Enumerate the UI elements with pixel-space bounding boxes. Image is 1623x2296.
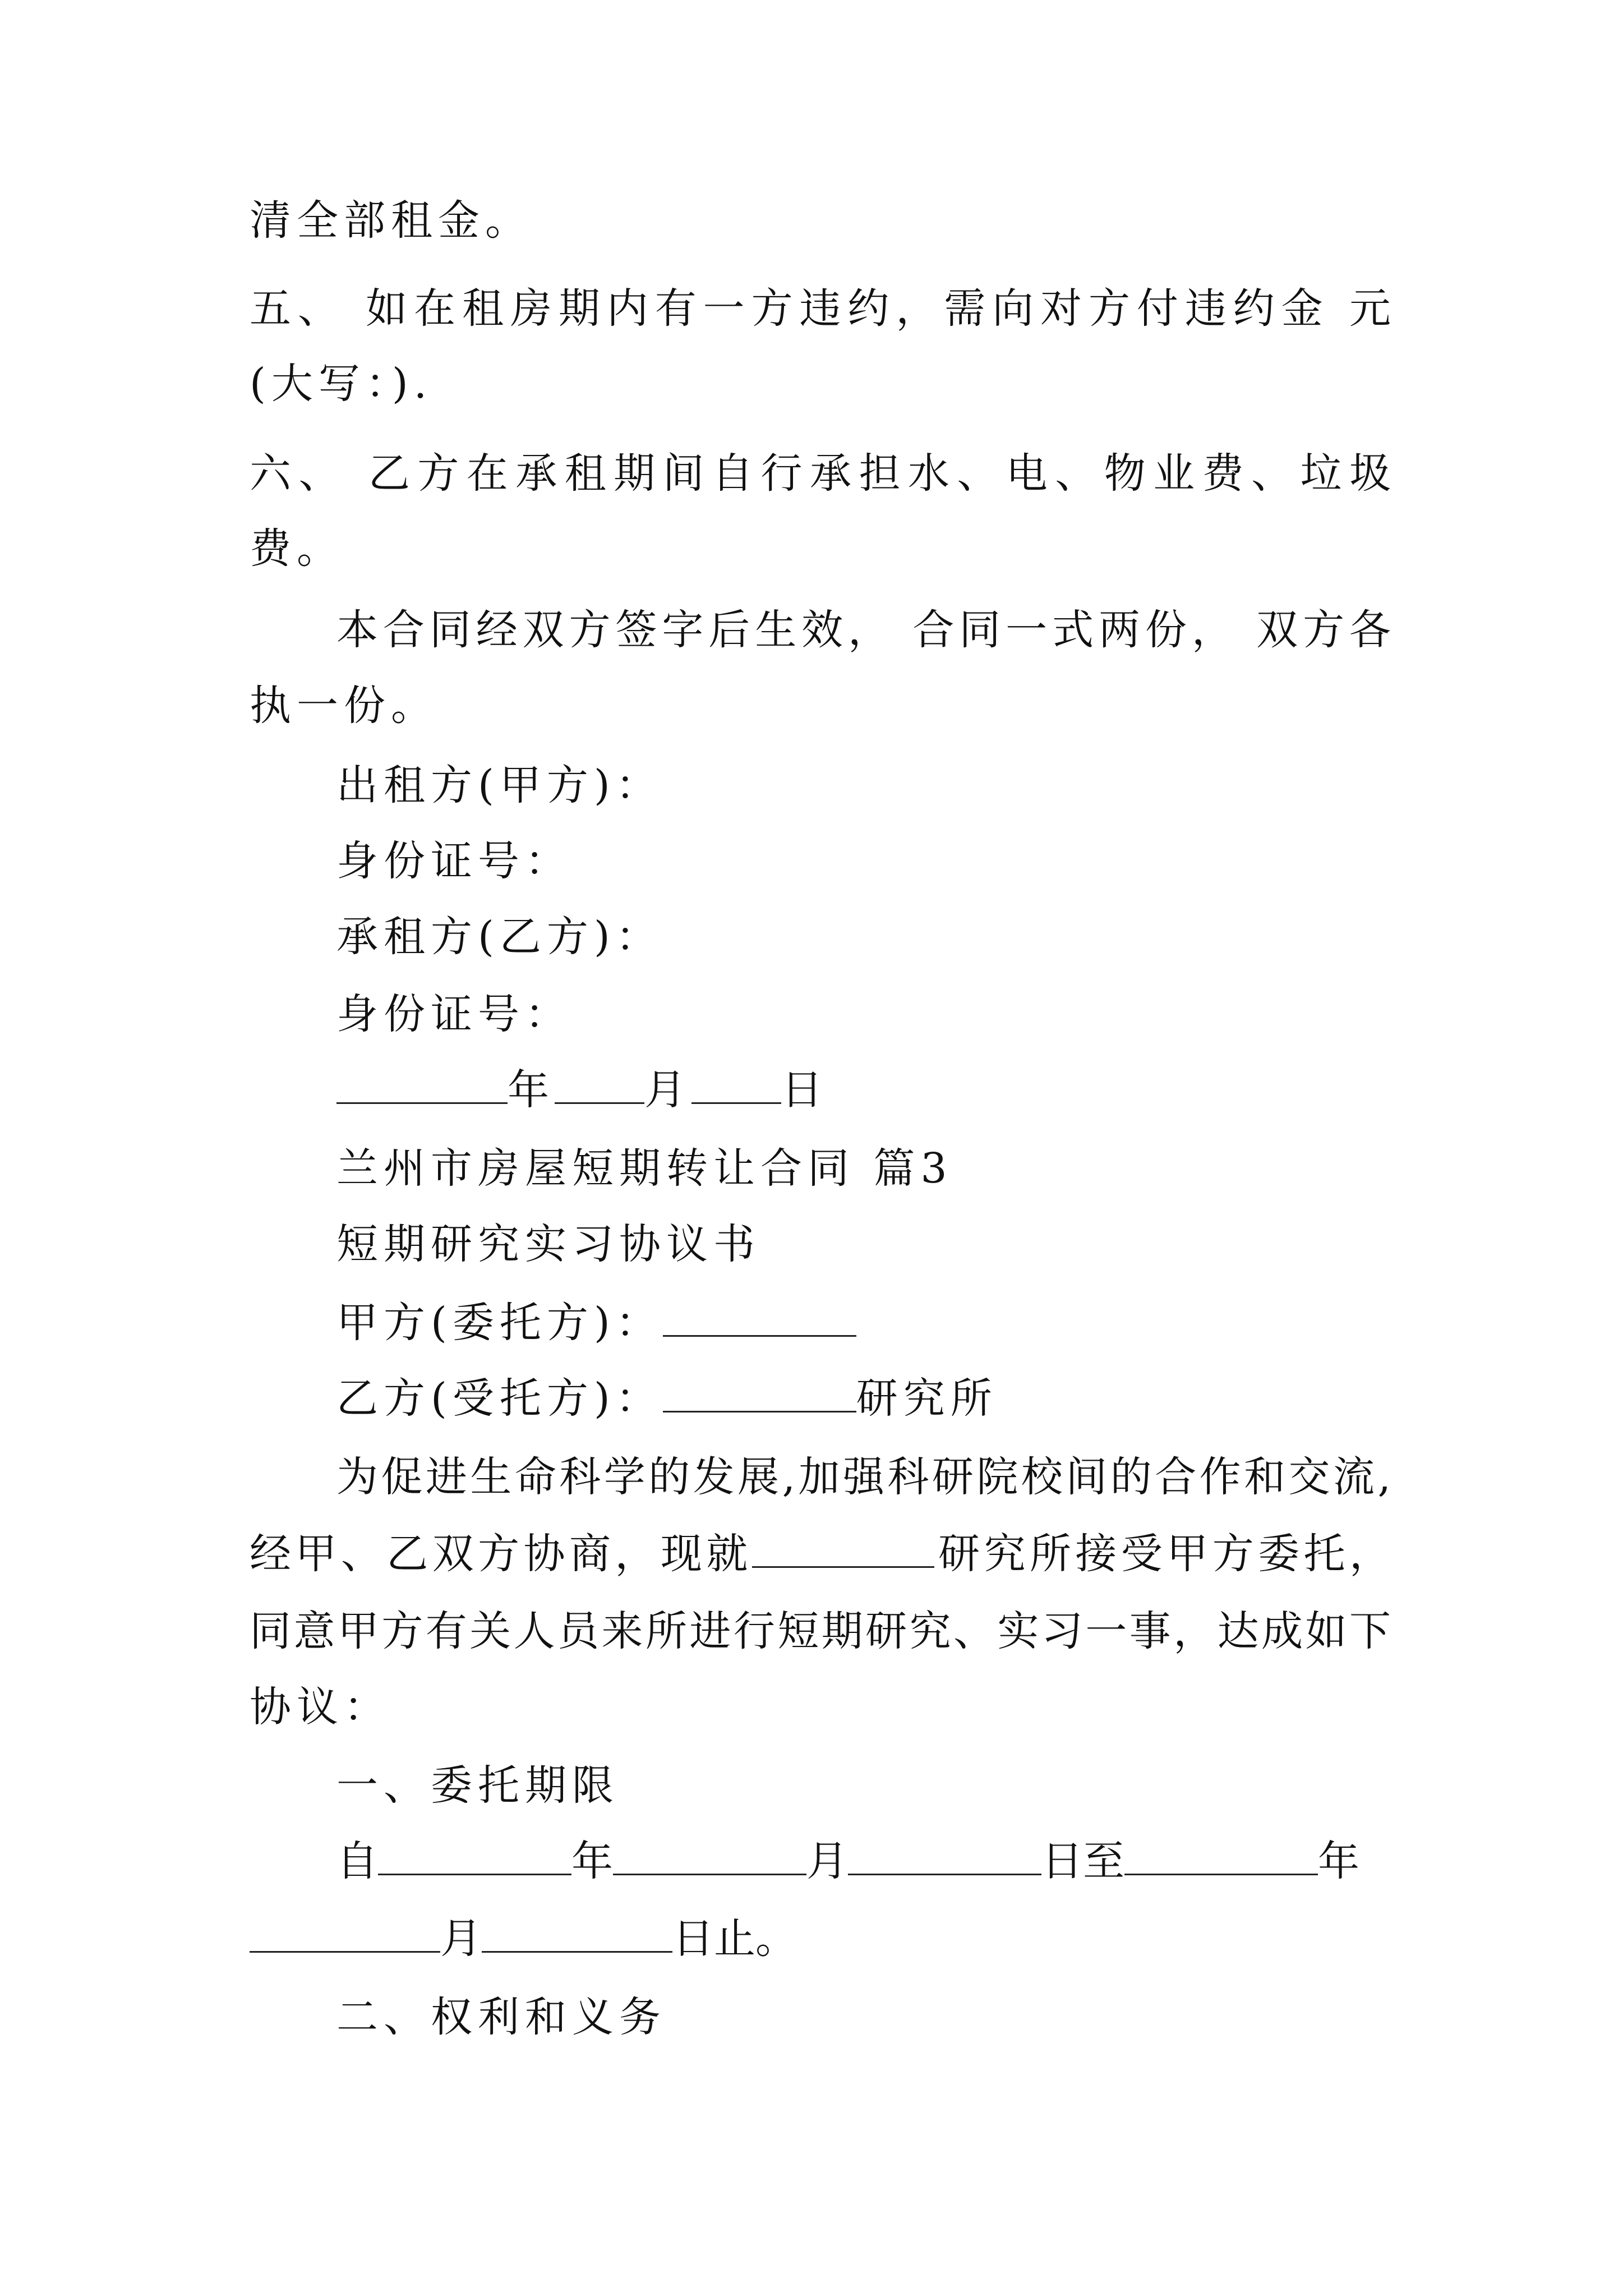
period-line-1 — [336, 1834, 1359, 1888]
preamble-line-3 — [250, 1604, 1391, 1658]
day-label: 日 — [781, 1066, 828, 1114]
effect-clause-line-1 — [336, 603, 1391, 657]
start-month-label: 月 — [806, 1837, 848, 1885]
clause-five-line-1 — [250, 282, 1391, 335]
month-blank[interactable] — [555, 1068, 644, 1104]
start-year-label: 年 — [571, 1837, 613, 1885]
section-one-heading: 一、委托期限 — [336, 1761, 619, 1810]
start-year-blank[interactable] — [378, 1839, 571, 1875]
end-month-label: 月 — [440, 1915, 482, 1963]
preamble-text-3: 同意甲方有关人员来所进行短期研究、实习一事，达成如下 — [250, 1607, 1391, 1655]
party-b-label: 乙方(受托方)： — [336, 1374, 663, 1423]
party-a-label: 甲方(委托方)： — [336, 1299, 663, 1347]
preamble-line-2 — [250, 1527, 1391, 1581]
end-day-label: 日止。 — [672, 1915, 797, 1963]
end-year-label: 年 — [1318, 1837, 1359, 1885]
lessor-id-label: 身份证号： — [336, 837, 572, 885]
preamble-text-2b: 研究所接受甲方委托， — [934, 1530, 1391, 1578]
to-label: 日至 — [1041, 1837, 1124, 1885]
clause-five-text: 五、 如在租房期内有一方违约，需向对方付违约金 元 — [250, 284, 1391, 333]
start-month-blank[interactable] — [613, 1839, 806, 1875]
signing-date-line — [336, 1063, 828, 1117]
end-year-blank[interactable] — [1124, 1839, 1318, 1875]
end-day-blank[interactable] — [482, 1916, 672, 1953]
party-a-line — [336, 1296, 856, 1350]
preamble-text-1: 为促进生命科学的发展,加强科研院校间的合作和交流, — [336, 1453, 1391, 1501]
month-label: 月 — [644, 1066, 691, 1114]
preamble-line-4: 协议： — [250, 1683, 391, 1731]
party-b-blank[interactable] — [663, 1376, 856, 1412]
effect-clause-line-2: 执一份。 — [250, 682, 438, 730]
period-line-2 — [250, 1912, 797, 1966]
start-day-blank[interactable] — [848, 1839, 1041, 1875]
party-a-blank[interactable] — [663, 1300, 856, 1337]
clause-six-line-2: 费。 — [250, 524, 344, 573]
end-month-blank[interactable] — [250, 1916, 440, 1953]
year-label: 年 — [508, 1066, 555, 1114]
clause-six-line-1 — [250, 447, 1391, 500]
lessee-label: 承租方(乙方)： — [336, 913, 663, 961]
text-line-1: 清全部租金。 — [250, 196, 532, 245]
year-blank[interactable] — [336, 1068, 508, 1104]
lessor-label: 出租方(甲方)： — [336, 761, 663, 809]
agreement-title: 短期研究实习协议书 — [336, 1220, 760, 1268]
institute-blank[interactable] — [752, 1531, 934, 1568]
lessee-id-label: 身份证号： — [336, 990, 572, 1038]
day-blank[interactable] — [691, 1068, 781, 1104]
preamble-line-1 — [336, 1450, 1391, 1504]
section-two-heading: 二、权利和义务 — [336, 1993, 666, 2041]
party-b-line — [336, 1372, 998, 1425]
preamble-text-2a: 经甲、乙双方协商，现就 — [250, 1530, 752, 1578]
effect-clause-text: 本合同经双方签字后生效， 合同一式两份， 双方各 — [336, 606, 1391, 654]
clause-six-text: 六、 乙方在承租期间自行承担水、电、物业费、垃圾 — [250, 449, 1391, 498]
section-title: 兰州市房屋短期转让合同 篇3 — [336, 1144, 953, 1193]
institute-label: 研究所 — [856, 1374, 998, 1423]
from-label: 自 — [336, 1837, 378, 1885]
clause-five-line-2: (大写：). — [250, 360, 433, 408]
